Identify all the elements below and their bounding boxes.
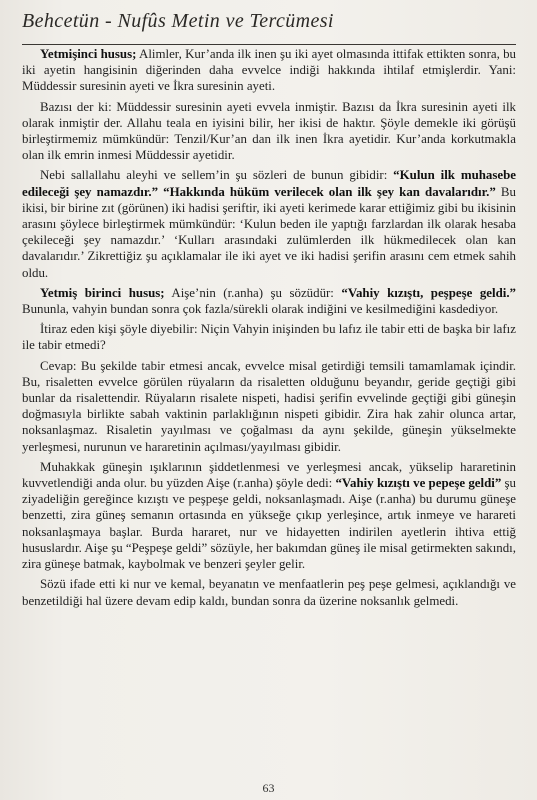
paragraph-70th-point: Yetmişinci husus; Alimler, Kur’anda ilk inen şu iki ayet olmasında ittifak ettikten sonra, bu iki ayetin hangisinin diğerinden daha evvelce indiği hakkında ihtilaf etmişlerdir. Yani: Müddessir suresinin ayeti ve İkra suresinin ayeti. bbox=[22, 47, 517, 94]
paragraph-hadith: Nebi sallallahu aleyhi ve sellem’in şu sözleri de bunun gibidir: “Kulun ilk muhasebe edileceği şey namazdır.” “Hakkında hüküm verilecek olan ilk şey kan davalarıdır.” Bu ikisi, bir birine zıt (görünen) iki hadisi şeriftir, iki ayeti kerimede karar ettiğimiz gibi bu ikisinin arasını şöylece birleştirmek mümkündür: ‘Kulun beden ile yaptığı farzlardan ilk olarak hesaba çekileceği şey namazdır.’ ‘Kulları arasındaki zulümlerden ilk hükmedilecek olan kan davalarıdır.’ Zikrettiğiz şu açıklamalar ile iki ayet ve iki hadisi şerifin arasını cem etmek sahih oldu. bbox=[22, 168, 516, 280]
running-header-title: Behcetün - Nufûs Metin ve Tercümesi bbox=[22, 10, 334, 32]
paragraph-conclusion: Sözü ifade etti ki nur ve kemal, beyanatın ve menfaatlerin peş peşe gelmesi, açıklandığı ve benzetildiği hal üzere devam edip kaldı, bundan sonra da üzerine noksanlık gelmedi. bbox=[22, 577, 516, 608]
heading-71st-point: Yetmiş birinci husus; bbox=[40, 285, 165, 300]
body-text bbox=[22, 46, 516, 609]
hadith-quote-prayer: “Kulun ilk muhasebe edileceği şey namazdır.” bbox=[22, 168, 516, 199]
quote-vahiy: “Vahiy kızıştı, peşpeşe geldi.” bbox=[341, 285, 517, 300]
header-rule bbox=[22, 44, 516, 45]
page-number: 63 bbox=[262, 781, 275, 795]
quote-vahiy-2: “Vahiy kızıştı ve pepeşe geldi” bbox=[335, 476, 502, 491]
paragraph-answer: Cevap: Bu şekilde tabir etmesi ancak, evvelce misal getirdiği temsili tamamlamak içindir. Bu, risaletten evvelce görülen rüyaların da risaletten olduğunu beyandır, geride geçtiği gibi bunlar da risalettendir. Rüyaların risalete nispeti, hadisi şerifin evvelinde geçtiği gibi güneşin doğmasıyla birlikte sabah vaktinin parlaklığının nispeti gibidir. Zira hak zahir olunca artar, noksanlaşmaz. Risaletin yayılması ve çoğalması da aynı şekilde, güneşin yükselmekte yerleşmesi, nurunun ve hararetinin açılması/yayılması gibidir. bbox=[22, 358, 516, 454]
paragraph-reconciliation: Bazısı der ki: Müddessir suresinin ayeti evvela inmiştir. Bazısı da İkra suresinin ayeti ilk olarak inmiştir der. Allahu teala en iyisini bilir, her ikisi de haktır. Şöyle demekle iki görüşü birleştirmemiz mümkündür: Tenzil/Kur’an dan ilk inen İkra ayetidir. Kur’anda korkutmakla olan ilk emrin inmesi Müddessir ayetidir. bbox=[22, 99, 516, 163]
paragraph-71st-point: Yetmiş birinci husus; Aişe’nin (r.anha) şu sözüdür: “Vahiy kızıştı, peşpeşe geldi.” Bununla, vahyin bundan sonra çok fazla/sürekli olarak indiğini ve kesilmediğini kasdediyor. bbox=[22, 285, 517, 317]
heading-70th-point: Yetmişinci husus; bbox=[40, 47, 137, 61]
hadith-quote-blood: “Hakkında hüküm verilecek olan ilk şey kan davalarıdır.” bbox=[163, 184, 496, 199]
paragraph-sun-analogy: Muhakkak güneşin ışıklarının şiddetlenmesi ve yerleşmesi ancak, yükselip hararetinin kuvvetlendiği anda olur. bu yüzden Aişe (r.anha) şöyle dedi: “Vahiy kızıştı ve pepeşe geldi” şu ziyadeliğin gereğince kızıştı ve peşpeşe geldi, noksanlaşmadı. Aişe (r.anha) bu durumu güneşe benzetti, zira güneş semanın ortasında en yükseğe çıkıp yerleşince, artık inmeye ve harareti noksanlaşmaya başlar. Burda hararet, nur ve hidayetten indirilen ayetlerin ihtiva ettiğ hususlardır. Aişe şu “Peşpeşe geldi” sözüyle, her bakımdan güneş ile misal getirmekten sakındı, zira güneşe batmak, kaybolmak ve benzeri şeyler gelir. bbox=[22, 459, 516, 572]
paragraph-objection: İtiraz eden kişi şöyle diyebilir: Niçin Vahyin inişinden bu lafız ile tabir etti de başka bir lafız ile tabir etmedi? bbox=[22, 322, 516, 353]
